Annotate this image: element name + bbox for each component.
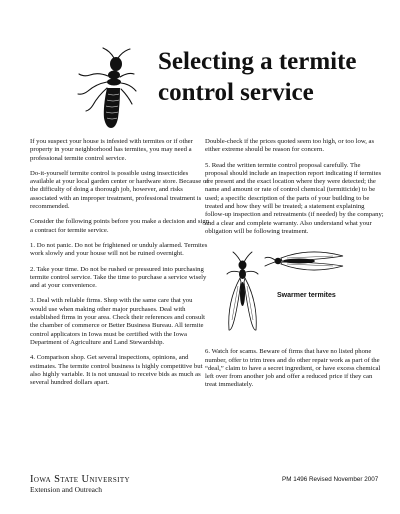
right-column xyxy=(205,138,385,397)
university-name: Iowa State University xyxy=(30,474,130,485)
swarmer-termites-figure xyxy=(205,250,385,338)
university-logo xyxy=(30,474,130,494)
swarmer-termite-vertical xyxy=(227,252,258,330)
swarmer-termite-horizontal xyxy=(265,252,343,270)
paragraph: Do-it-yourself termite control is possible using insecticides available at your local garden center or hardware store. Because of the difficulty of doing a thorough job, however, and risks associated with an improper treatment, professional treatment is recommended. xyxy=(30,169,209,211)
paragraph: 1. Do not panic. Do not be frightened or unduly alarmed. Termites work slowly and your house will not be ruined overnight. xyxy=(30,241,208,258)
publication-info: PM 1496 Revised November 2007 xyxy=(282,476,379,483)
paragraph: If you suspect your house is infested with termites or if other property in your neighborhood has termites, you may need a professional termite control service. xyxy=(30,138,193,162)
paragraph: 3. Deal with reliable firms. Shop with the same care that you would use when making other major purchases. Deal with established firms in your area. Check their references and consult the chamber of commerce or Better Business Bureau. All termite control applicators in Iowa must be certified with the Iowa Department of Agriculture and Land Stewardship. xyxy=(30,297,205,346)
page-title xyxy=(158,46,398,108)
paragraph: Double-check if the prices quoted seem too high, or too low, as either extreme should be reason for concern. xyxy=(205,138,375,154)
paragraph: 4. Comparison shop. Get several inspections, opinions, and estimates. The termite control business is highly competitive but also highly variable. It is not unusual to receive bids as much as several hundred dollars apart. xyxy=(30,354,203,387)
left-column xyxy=(30,138,210,394)
figure-caption: Swarmer termites xyxy=(277,292,336,300)
paragraph: Consider the following points before you make a decision and sign a contract for termite service. xyxy=(30,218,210,234)
paragraph: 6. Watch for scams. Beware of firms that have no listed phone number, offer to trim trees and do other repair work as part of the “deal,” claim to have a secret ingredient, or have excess chemical left over from another job and offer a reduced price if they can treat immediately. xyxy=(205,348,381,389)
paragraph: 2. Take your time. Do not be rushed or pressured into purchasing termite control service. Take the time to purchase a service wisely and at your convenience. xyxy=(30,265,207,290)
paragraph: 5. Read the written termite control proposal carefully. The proposal should include an inspection report indicating if termites are present and the exact location where they were detected; the name and amount or rate of control chemical (termiticide) to be used; a specific description of the parts of your building to be treated and how they will be treated; a statement explaining follow-up inspection and retreatments (if needed) by the company; and a clear and complete warranty. Also understand what your obligation will be following treatment. xyxy=(205,161,384,235)
termite-illustration xyxy=(70,44,142,132)
extension-name: Extension and Outreach xyxy=(30,485,103,494)
title-line-2: control service xyxy=(158,79,314,106)
title-line-1: Selecting a termite xyxy=(158,48,357,75)
